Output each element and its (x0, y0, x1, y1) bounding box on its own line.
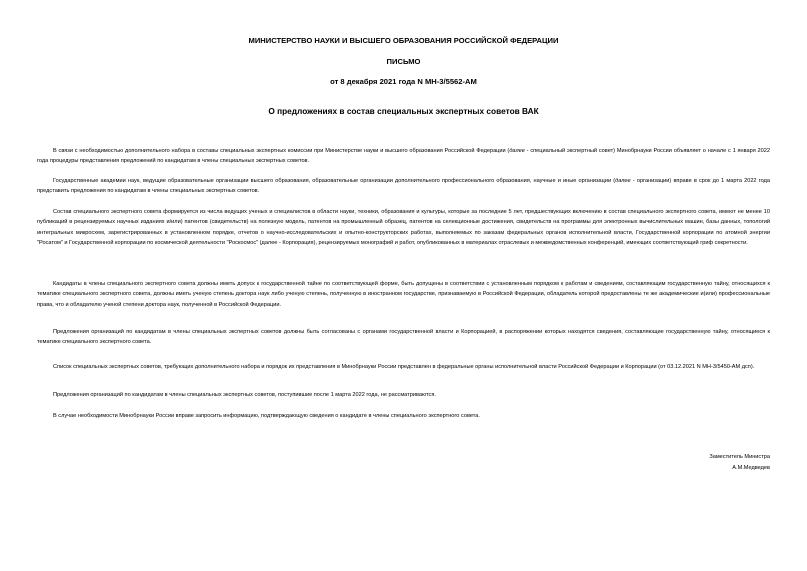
paragraph-1-italic: далее (509, 148, 525, 154)
paragraph-3: Состав специального экспертного совета формируется из числа ведущих ученых и специалистов в области науки, техники, образования и культуры, которые за последние 5 лет, предшествующих включению в состав специального экспертного совета, имеют не менее 10 публикаций в рецензируемых научных изданиях и/или) патентов (свидетельств) на полезную модель, патентов на промышленный образец, патентов на селекционные достижения, свидетельств на программы для электронных вычислительных машин, базы данных, топологий интегральных микросхем, зарегистрированных в установленном порядке, отчетов о научно-исследовательских и опытно-конструкторских работах, выполняемых по заказам федеральных органов исполнительной власти, Государственной корпорации по атомной энергии "Росатом" и Государственной корпорации по космической деятельности "Роскосмос" (далее - Корпорация), рецензируемых монографий и работ, опубликованных в материалах отраслевых и межведомственных конференций, имеющих соответствующий гриф секретности. (37, 209, 770, 247)
signatory-position: Заместитель Министра (709, 454, 770, 460)
signatory-name: А.М.Медведев (732, 465, 770, 471)
paragraph-4: Кандидаты в члены специального экспертного совета должны иметь допуск к государственной тайне по соответствующей форме, быть допущены в соответствии с установленным порядком к работам и сведениям, составляющим государственную тайну, относящихся к тематике специального экспертного совета, должны иметь ученую степень доктора наук либо ученую степень, полученную в иностранном государстве, признаваемую в Российской Федерации, обладатель которой предоставлены те же академические и(или) профессиональные права, что и обладателю ученой степени доктора наук, полученной в Российской Федерации. (37, 281, 770, 308)
paragraph-1-part-c: - специальный экспертный совет) Минобрнауки России объявляет о начале с 1 января 2022 года процедуры представления предложений по кандидатам в члены специальных экспертных советов. (37, 148, 770, 165)
paragraph-1-part-a: В связи с необходимостью дополнительного набора в составы специальных экспертных комиссии при Министерстве науки и высшего образования Российской Федерации ( (53, 148, 510, 154)
document-date-number: от 8 декабря 2021 года N МН-3/5562-АМ (330, 77, 477, 86)
paragraph-7: Предложения организаций по кандидатам в члены специальных экспертных советов, поступившие после 1 марта 2022 года, не рассматриваются. (53, 392, 436, 398)
ministry-heading: МИНИСТЕРСТВО НАУКИ И ВЫСШЕГО ОБРАЗОВАНИЯ РОССИЙСКОЙ ФЕДЕРАЦИИ (248, 36, 559, 45)
paragraph-1 (37, 146, 770, 167)
paragraph-5: Предложения организаций по кандидатам в члены специальных экспертных советов должны быть согласованы с органами государственной власти и Корпорацией, в распоряжении которых находятся сведения, составляющие государственную тайну, относящиеся к тематике специального экспертного совета. (37, 329, 770, 346)
paragraph-6: Список специальных экспертных советов, требующих дополнительного набора и порядок их представления в Минобрнауки России представлен в федеральные органы исполнительной власти Российской Федерации и Корпорации (от 03.12.2021 N МН-3/5450-АМ дсп). (53, 364, 755, 370)
document-type: ПИСЬМО (386, 57, 421, 66)
paragraph-2-part-c: - организации) вправе в срок до 1 марта 2022 года представить предложения по кандидатам в члены специальных экспертных советов. (37, 178, 770, 195)
paragraph-8: В случае необходимости Минобрнауки России вправе запросить информацию, подтверждающую сведения о кандидате в члены специального экспертного совета. (53, 413, 480, 419)
document-subject: О предложениях в состав специальных экспертных советов ВАК (268, 106, 539, 116)
paragraph-2-part-a: Государственные академии наук, ведущие образовательные организации высшего образования, образовательные организации дополнительного профессионального образования, научные и иные организации ( (53, 178, 616, 184)
paragraph-2 (37, 176, 770, 197)
paragraph-2-italic: далее (615, 178, 631, 184)
